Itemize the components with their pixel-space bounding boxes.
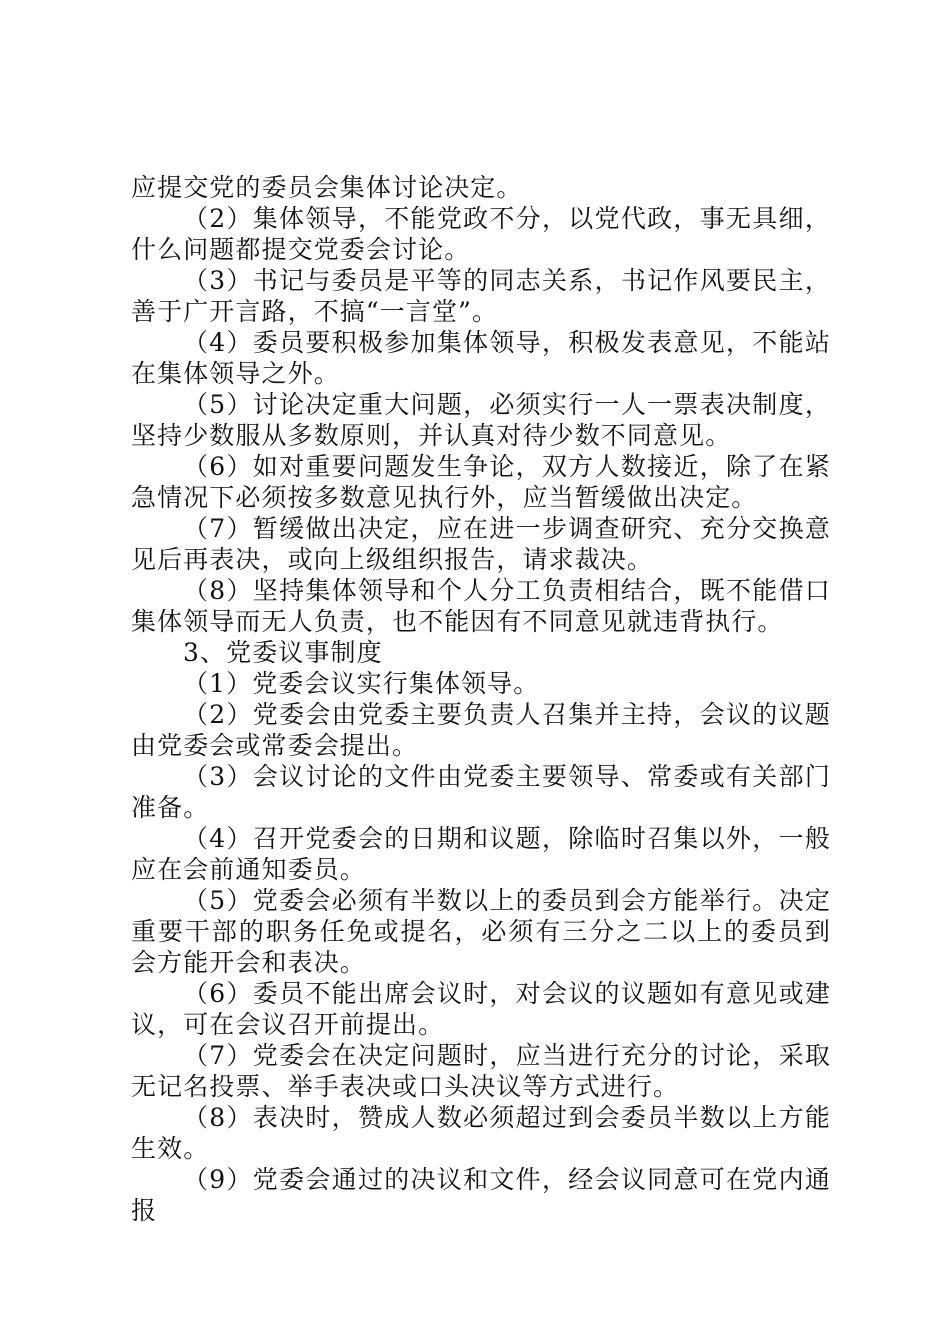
paragraph: （7）暂缓做出决定，应在进一步调查研究、充分交换意见后再表决，或向上级组织报告，请求裁决。 bbox=[131, 514, 831, 574]
paragraph: （5）讨论决定重大问题，必须实行一人一票表决制度，坚持少数服从多数原则，并认真对待少数不同意见。 bbox=[131, 390, 831, 450]
paragraph: （7）党委会在决定问题时，应当进行充分的讨论，采取无记名投票、举手表决或口头决议等方式进行。 bbox=[131, 1041, 831, 1101]
document-body bbox=[131, 172, 831, 1226]
paragraph: （4）委员要积极参加集体领导，积极发表意见，不能站在集体领导之外。 bbox=[131, 328, 831, 388]
paragraph: （9）党委会通过的决议和文件，经会议同意可在党内通报 bbox=[131, 1165, 831, 1225]
paragraph: （6）委员不能出席会议时，对会议的议题如有意见或建议，可在会议召开前提出。 bbox=[131, 979, 831, 1039]
paragraph: （2）党委会由党委主要负责人召集并主持，会议的议题由党委会或常委会提出。 bbox=[131, 700, 831, 760]
paragraph: （4）召开党委会的日期和议题，除临时召集以外，一般应在会前通知委员。 bbox=[131, 824, 831, 884]
paragraph: （3）会议讨论的文件由党委主要领导、常委或有关部门准备。 bbox=[131, 762, 831, 822]
paragraph: （1）党委会议实行集体领导。 bbox=[183, 669, 540, 698]
paragraph: （6）如对重要问题发生争论，双方人数接近，除了在紧急情况下必须按多数意见执行外，应当暂缓做出决定。 bbox=[131, 452, 831, 512]
paragraph: （2）集体领导，不能党政不分，以党代政，事无具细，什么问题都提交党委会讨论。 bbox=[131, 204, 831, 264]
paragraph: （8）表决时，赞成人数必须超过到会委员半数以上方能生效。 bbox=[131, 1103, 831, 1163]
paragraph: 应提交党的委员会集体讨论决定。 bbox=[131, 173, 523, 202]
paragraph: （3）书记与委员是平等的同志关系，书记作风要民主，善于广开言路，不搞“一言堂”。 bbox=[131, 266, 831, 326]
paragraph: （8）坚持集体领导和个人分工负责相结合，既不能借口集体领导而无人负责，也不能因有不同意见就违背执行。 bbox=[131, 576, 831, 636]
paragraph: （5）党委会必须有半数以上的委员到会方能举行。决定重要干部的职务任免或提名，必须有三分之二以上的委员到会方能开会和表决。 bbox=[131, 886, 831, 977]
section-heading: 3、党委议事制度 bbox=[183, 638, 383, 667]
